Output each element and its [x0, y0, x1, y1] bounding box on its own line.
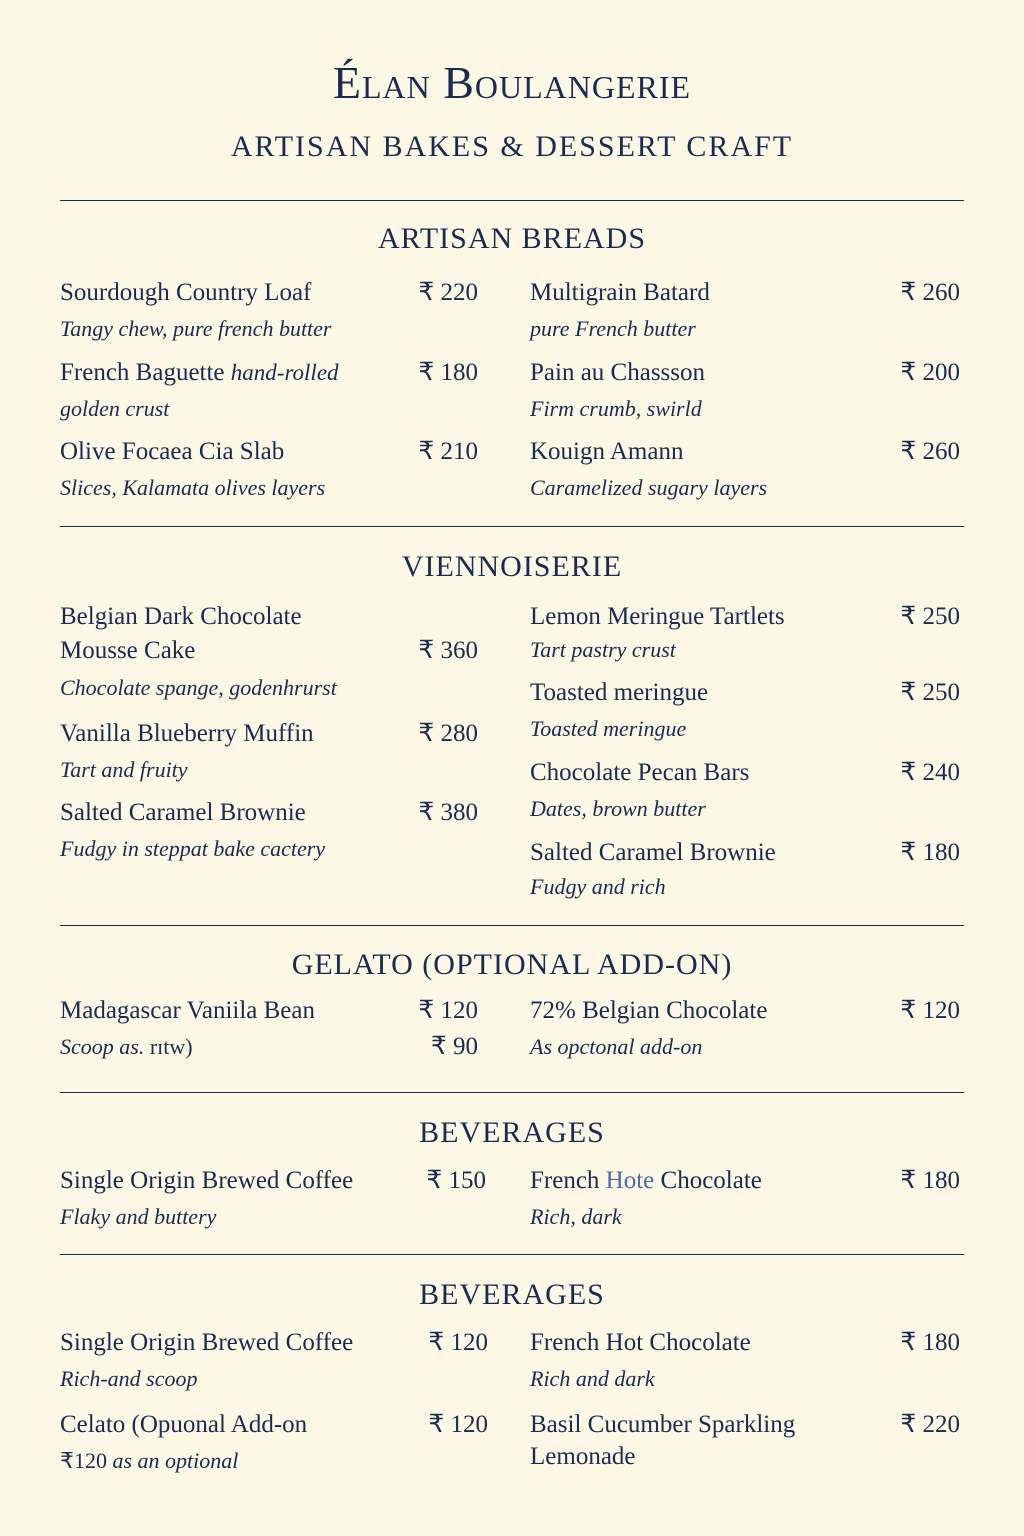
section-title-breads: ARTISAN BREADS	[377, 222, 647, 255]
item-description-text: as an optional	[107, 1448, 239, 1473]
item-description	[60, 1032, 193, 1062]
item-price: ₹ 260	[900, 279, 960, 306]
item-description: Dates, brown butter	[530, 796, 706, 821]
item-name: Toasted meringue	[530, 679, 709, 706]
section-title-main: GELATO	[291, 948, 414, 981]
item-name	[530, 1164, 762, 1198]
item-name: Lemon Meringue Tartlets	[530, 603, 785, 630]
item-description: pure French butter	[530, 316, 696, 341]
item-price: ₹ 150	[426, 1167, 486, 1194]
item-description: Toasted meringue	[530, 716, 687, 741]
item-name: Single Origin Brewed Coffee	[60, 1167, 354, 1194]
item-name-line1: Basil Cucumber Sparkling	[530, 1411, 796, 1438]
item-name-highlight: Hote	[605, 1167, 655, 1194]
item-name: Salted Caramel Brownie	[60, 799, 306, 826]
item-description: golden crust	[60, 396, 170, 421]
item-name: Salted Caramel Brownie	[530, 839, 776, 866]
item-name: Olive Focaea Cia Slab	[60, 438, 285, 465]
item-name: Vanilla Blueberry Muffin	[60, 720, 314, 747]
item-name: Single Origin Brewed Coffee	[60, 1329, 354, 1356]
menu-title: Élan Boulangerie	[332, 57, 692, 108]
item-secondary-price: ₹ 90	[430, 1033, 478, 1060]
item-description: Tart pastry crust	[530, 637, 676, 662]
section-title-beverages: BEVERAGES	[419, 1278, 605, 1311]
item-price: ₹ 210	[418, 438, 478, 465]
section-title-beverages: BEVERAGES	[419, 1116, 605, 1149]
divider	[60, 200, 964, 201]
item-description: Rich, dark	[530, 1204, 622, 1229]
divider	[60, 925, 964, 926]
item-name-part: Chocolate	[654, 1167, 762, 1194]
item-description-text: Scoop as.	[60, 1034, 145, 1059]
item-description: Rich-and scoop	[60, 1366, 198, 1391]
item-description: Flaky and buttery	[60, 1204, 217, 1229]
item-price: ₹ 220	[900, 1411, 960, 1438]
item-name	[60, 356, 339, 390]
item-name-text: French Baguette	[60, 359, 225, 386]
item-name: Madagascar Vaniila Bean	[60, 997, 315, 1024]
item-price: ₹ 120	[418, 997, 478, 1024]
item-price: ₹ 260	[900, 438, 960, 465]
section-title-viennoiserie: VIENNOISERIE	[401, 550, 623, 583]
section-title-sub: (OPTIONAL ADD-ON)	[422, 948, 733, 981]
item-price: ₹ 120	[900, 997, 960, 1024]
item-description-prefix: ₹120	[60, 1448, 107, 1473]
item-name: Celato (Opuonal Add-on	[60, 1411, 308, 1438]
item-price: ₹ 180	[900, 839, 960, 866]
item-price: ₹ 250	[900, 603, 960, 630]
item-description-suffix: rɪtw)	[149, 1034, 193, 1059]
item-name-line2: Lemonade	[530, 1443, 636, 1470]
item-description: Slices, Kalamata olives layers	[60, 475, 326, 500]
item-name: Chocolate Pecan Bars	[530, 759, 750, 786]
item-name: Multigrain Batard	[530, 279, 710, 306]
item-price: ₹ 120	[428, 1411, 488, 1438]
item-description: Rich and dark	[530, 1366, 655, 1391]
item-price: ₹ 180	[900, 1167, 960, 1194]
item-description: Tart and fruity	[60, 757, 188, 782]
item-price: ₹ 220	[418, 279, 478, 306]
item-price: ₹ 360	[418, 637, 478, 664]
item-name-part: French	[530, 1167, 606, 1194]
item-name-line2: Mousse Cake	[60, 637, 196, 664]
item-price: ₹ 200	[900, 359, 960, 386]
item-description: Tangy chew, pure french butter	[60, 316, 332, 341]
divider	[60, 1092, 964, 1093]
item-description: As opctonal add-on	[530, 1034, 703, 1059]
item-name-line1: Belgian Dark Chocolate	[60, 603, 302, 630]
item-price: ₹ 180	[418, 359, 478, 386]
divider	[60, 526, 964, 527]
menu-subtitle: ARTISAN BAKES & DESSERT CRAFT	[230, 130, 794, 163]
item-price: ₹ 380	[418, 799, 478, 826]
item-price: ₹ 180	[900, 1329, 960, 1356]
item-description: Caramelized sugary layers	[530, 475, 768, 500]
item-description: Fudgy and rich	[530, 874, 666, 899]
item-name: French Hot Chocolate	[530, 1329, 751, 1356]
item-name: 72% Belgian Chocolate	[530, 997, 768, 1024]
item-name: Pain au Chassson	[530, 359, 705, 386]
section-title-gelato	[0, 948, 1024, 982]
item-description	[60, 1446, 238, 1476]
item-name: Kouign Amann	[530, 438, 684, 465]
item-description: Firm crumb, swirld	[530, 396, 702, 421]
item-price: ₹ 250	[900, 679, 960, 706]
item-price: ₹ 280	[418, 720, 478, 747]
item-description: Fudgy in steppat bake cactery	[60, 836, 326, 861]
item-name: Sourdough Country Loaf	[60, 279, 312, 306]
item-price: ₹ 240	[900, 759, 960, 786]
divider	[60, 1254, 964, 1255]
item-description: Chocolate spange, godenhrurst	[60, 675, 337, 700]
item-inline-description: hand-rolled	[230, 360, 339, 385]
item-price: ₹ 120	[428, 1329, 488, 1356]
